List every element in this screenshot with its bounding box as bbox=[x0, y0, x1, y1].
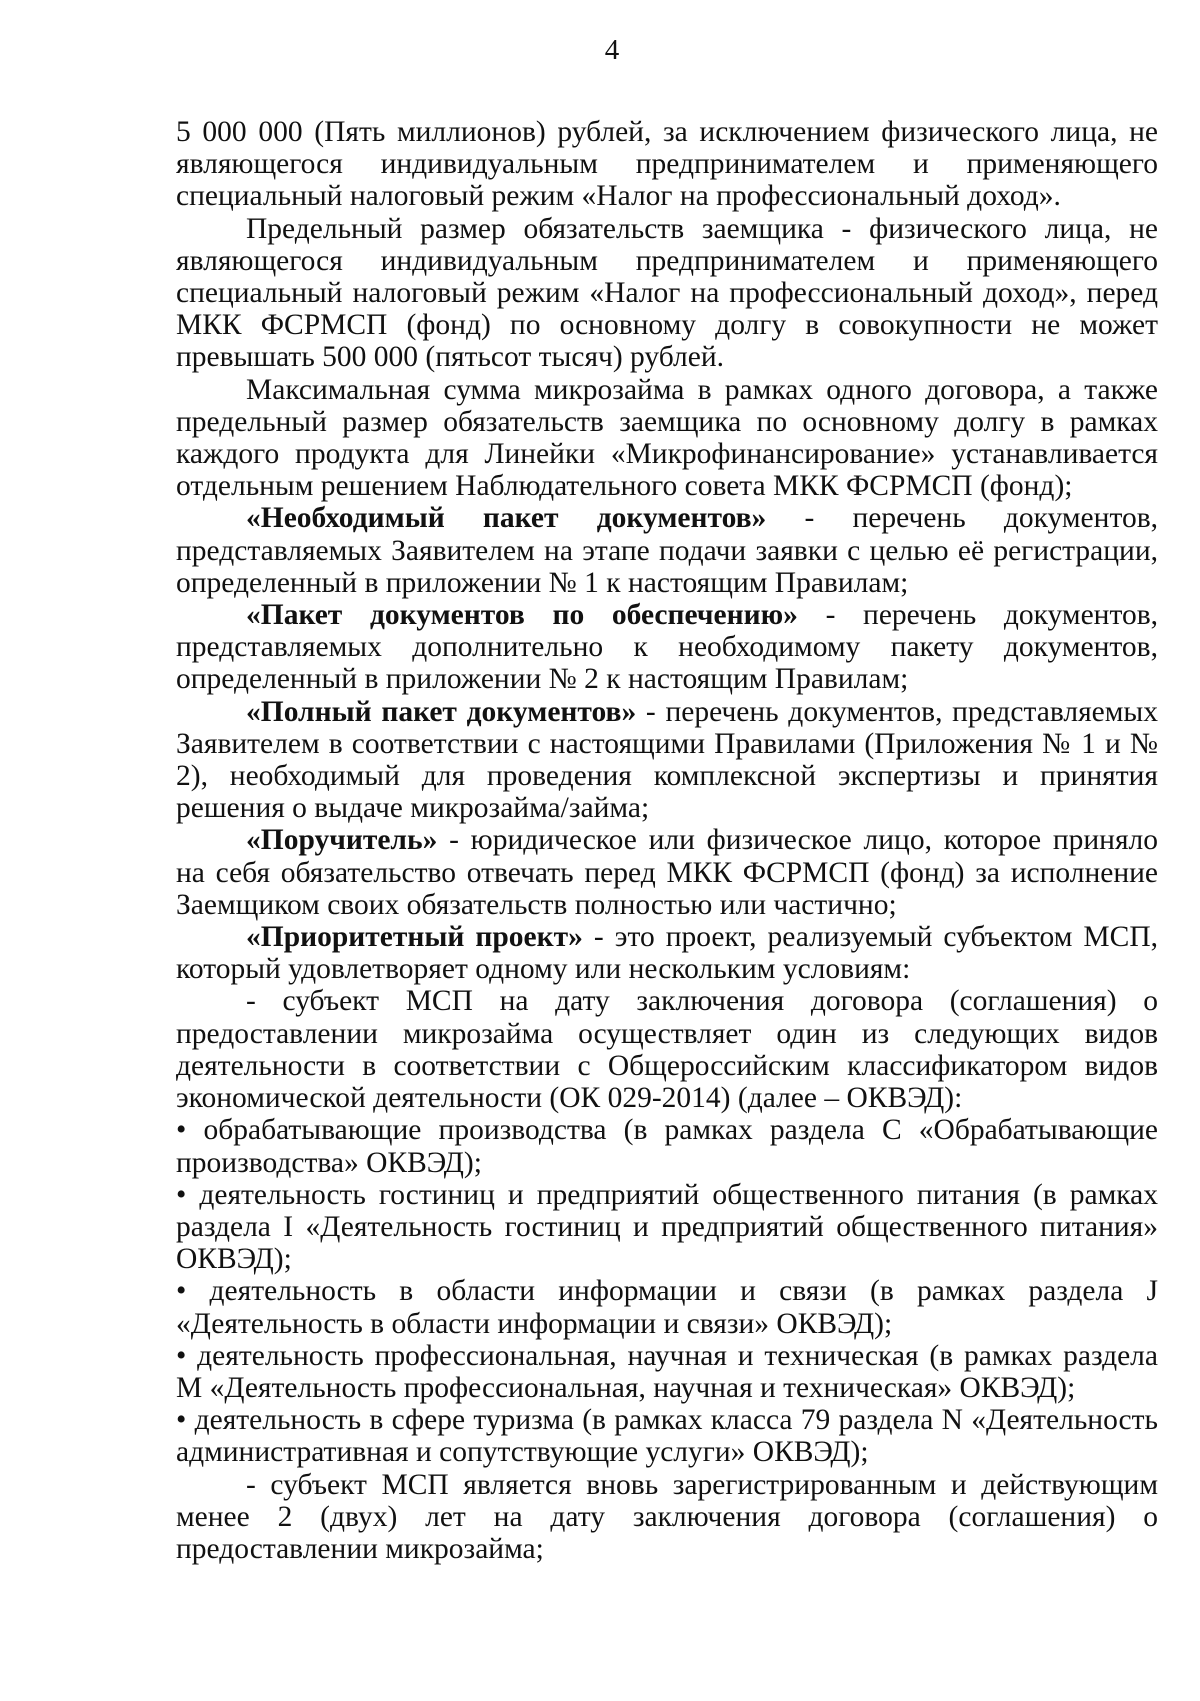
condition-text: - субъект МСП на дату заключения договора (соглашения) о предоставлении микрозайма осуществляет один из следующих видов деятельности в соответствии с Общероссийским классификатором видов экономической деятельности (ОК 029-2014) (далее – ОКВЭД): bbox=[176, 985, 1158, 1115]
condition-text: - субъект МСП является вновь зарегистрированным и действующим менее 2 (двух) лет на дату заключения договора (соглашения) о предоставлении микрозайма; bbox=[176, 1468, 1158, 1565]
defined-term: «Необходимый пакет документов» bbox=[246, 502, 767, 535]
definition-paragraph bbox=[176, 824, 1158, 921]
bullet-item bbox=[176, 1179, 1158, 1276]
paragraph-text: Максимальная сумма микрозайма в рамках одного договора, а также предельный размер обязательств заемщика по основному долгу в рамках каждого продукта для Линейки «Микрофинансирование» устанавливается отдельным решением Наблюдательного совета МКК ФСРМСП (фонд); bbox=[176, 373, 1158, 503]
definition-text: - юридическое или физическое лицо, которое приняло на себя обязательство отвечать перед МКК ФСРМСП (фонд) за исполнение Заемщиком своих обязательств полностью или частично; bbox=[176, 824, 1158, 921]
defined-term: «Полный пакет документов» bbox=[246, 695, 637, 728]
definition-text: - перечень документов, представляемых Заявителем в соответствии с настоящими Правилами (Приложения № 1 и № 2), необходимый для проведения комплексной экспертизы и принятия решения о выдаче микрозайма/займа; bbox=[176, 695, 1159, 825]
condition-paragraph bbox=[176, 985, 1158, 1114]
definition-paragraph bbox=[176, 599, 1158, 696]
definition-text: - перечень документов, представляемых Заявителем на этапе подачи заявки с целью её регистрации, определенный в приложении № 1 к настоящим Правилам; bbox=[176, 502, 1158, 599]
bullet-item bbox=[176, 1275, 1158, 1339]
bullet-text: • деятельность гостиниц и предприятий общественного питания (в рамках раздела I «Деятельность гостиниц и предприятий общественного питания» ОКВЭД); bbox=[176, 1178, 1158, 1276]
bullet-text: • деятельность в сфере туризма (в рамках класса 79 раздела N «Деятельность административная и сопутствующие услуги» ОКВЭД); bbox=[176, 1404, 1158, 1469]
paragraph-text: Предельный размер обязательств заемщика - физического лица, не являющегося индивидуальным предпринимателем и применяющего специальный налоговый режим «Налог на профессиональный доход», перед МКК ФСРМСП (фонд) по основному долгу в совокупности не может превышать 500 000 (пятьсот тысяч) рублей. bbox=[176, 212, 1158, 374]
bullet-text: • деятельность в области информации и связи (в рамках раздела J «Деятельность в области информации и связи» ОКВЭД); bbox=[176, 1275, 1158, 1340]
defined-term: «Пакет документов по обеспечению» bbox=[246, 599, 798, 632]
bullet-text: • обрабатывающие производства (в рамках раздела С «Обрабатывающие производства» ОКВЭД); bbox=[176, 1114, 1158, 1179]
defined-term: «Поручитель» bbox=[246, 824, 438, 857]
bullet-text: • деятельность профессиональная, научная и техническая (в рамках раздела М «Деятельность профессиональная, научная и техническая» ОКВЭД); bbox=[176, 1339, 1158, 1404]
bullet-item bbox=[176, 1114, 1158, 1178]
paragraph bbox=[176, 374, 1158, 503]
definition-text: - это проект, реализуемый субъектом МСП, который удовлетворяет одному или нескольким условиям: bbox=[176, 921, 1159, 986]
definition-paragraph bbox=[176, 921, 1158, 985]
condition-paragraph bbox=[176, 1469, 1158, 1566]
page-number: 4 bbox=[604, 34, 620, 66]
paragraph-text: 5 000 000 (Пять миллионов) рублей, за исключением физического лица, не являющегося индивидуальным предпринимателем и применяющего специальный налоговый режим «Налог на профессиональный доход». bbox=[176, 116, 1158, 213]
document-body bbox=[176, 116, 1158, 1565]
defined-term: «Приоритетный проект» bbox=[246, 921, 583, 954]
paragraph bbox=[176, 213, 1158, 374]
definition-text: - перечень документов, представляемых дополнительно к необходимому пакету документов, определенный в приложении № 2 к настоящим Правилам; bbox=[176, 599, 1159, 696]
bullet-item bbox=[176, 1340, 1158, 1404]
definition-paragraph bbox=[176, 502, 1158, 599]
definition-paragraph bbox=[176, 696, 1158, 825]
paragraph bbox=[176, 116, 1158, 213]
bullet-item bbox=[176, 1404, 1158, 1468]
